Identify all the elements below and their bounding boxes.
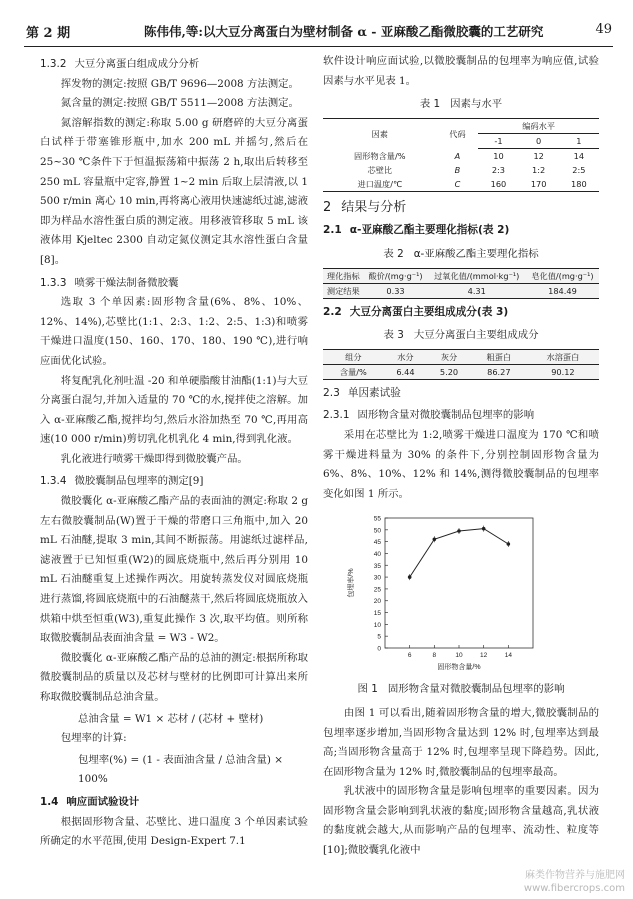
section-2-heading: 2 结果与分析 [323, 199, 407, 215]
formula-encapsulation: 包埋率(%) = (1 - 表面油含量 / 总油含量) × 100% [78, 753, 283, 786]
y-tick-label: 25 [373, 586, 381, 594]
watermark-line: www.fibercrops.com [523, 883, 625, 894]
issue-number: 第 2 期 [26, 26, 71, 41]
x-tick-label: 12 [480, 652, 488, 660]
paragraph-nsi: 氮溶解指数的测定:称取 5.00 g 研磨碎的大豆分离蛋白试样于带塞锥形瓶中,加水 200 mL 并摇匀,然后在 25~30 ℃条件下于恒温振荡箱中振荡 2 h,取出后转移至 250 mL 容量瓶中定容,静置 1~2 min 后取上层清液,以 1 500 r/min 离心 10 min,再将离心液用快速滤纸过滤,滤液即为样品水溶性蛋白质的测定液。用移液管移取 5 mL 该液体用 Kjeltec 2300 自动定氮仪测定其水溶性蛋白含量[8]。 [40, 116, 308, 266]
table-3: 组分 水分 灰分 粗蛋白 水溶蛋白 含量/% 6.44 5.20 86.27 90.12 [323, 349, 599, 380]
table-1-header-level: 编码水平 [478, 118, 599, 133]
paragraph-rate-calc: 包埋率的计算: [60, 732, 127, 745]
table-1-level: 1 [559, 133, 599, 148]
section-2-3-heading: 2.3 单因素试验 [323, 386, 401, 399]
paragraph-surface-oil: 微胶囊化 α-亚麻酸乙酯产品的表面油的测定:称取 2 g 左右微胶囊制品(W)置于干燥的带磨口三角瓶中,加入 20 mL 石油醚,提取 3 min,其间不断振荡。用滤纸过滤样品,滤液置于已知恒重(W2)的圆底烧瓶中,然后再分别用 10 mL 石油醚重复上述操作两次。用旋转蒸发仪对圆底烧瓶进行蒸馏,将圆底烧瓶中的石油醚蒸干,然后将圆底烧瓶放入烘箱中烘至恒重(W3),重复此操作 3 次,取平均值。则所称取微胶囊制品表面油含量 = W3 - W2。 [40, 495, 308, 645]
table-1-header-code: 代码 [437, 118, 479, 148]
x-tick-label: 10 [455, 652, 463, 660]
paragraph-solids: 采用在芯壁比为 1:2,喷雾干燥进口温度为 170 ℃和喷雾干燥进料量为 30% 的条件下,分别控制固形物含量为 6%、8%、10%、12% 和 14%,测得微胶囊制品的包埋率变化如图 1 所示。 [323, 428, 599, 500]
section-2-2-heading: 2.2 大豆分离蛋白主要组成成分(表 3) [323, 305, 509, 318]
paragraph-viscosity: 乳状液中的固形物含量是影响包埋率的重要因素。因为固形物含量会影响到乳状液的黏度;固形物含量越高,乳状液的黏度就会越大,从而影响产品的包埋率、流动性、粒度等[10];微胶囊乳化液中 [323, 785, 599, 857]
paragraph-factors: 选取 3 个单因素:固形物含量(6%、8%、10%、12%、14%),芯壁比(1:1、2:3、1:2、2:5、1:3)和喷雾干燥进口温度(150、160、170、180、190 ℃),进行响应面优化试验。 [40, 296, 308, 367]
page-number: 49 [595, 22, 612, 37]
header-rule [24, 46, 613, 47]
right-column [323, 52, 599, 861]
x-axis-label: 固形物含量/% [437, 664, 481, 672]
running-header [26, 16, 612, 40]
table-3-caption: 表 3 大豆分离蛋白主要组成成分 [383, 329, 539, 342]
table-row: 固形物含量/% A 10 12 14 [354, 150, 585, 161]
series-line [410, 529, 509, 577]
paragraph-rsm-cont: 软件设计响应面试验,以微胶囊制品的包埋率为响应值,试验因素与水平见表 1。 [323, 55, 599, 87]
y-tick-label: 15 [373, 610, 381, 618]
table-2: 理化指标 酸价/(mg·g⁻¹) 过氧化值/(mmol·kg⁻¹) 皂化值/(mg·g⁻¹) 测定结果 0.33 4.31 184.49 [323, 268, 599, 299]
x-tick-label: 8 [432, 652, 437, 660]
paragraph-emulsion: 将复配乳化剂吐温 -20 和单硬脂酸甘油酯(1:1)与大豆分离蛋白混匀,并加入适量的 70 ℃的水,搅拌使之溶解。加入 α-亚麻酸乙酯,搅拌均匀,然后水浴加热至 70 ℃,再用高速(10 000 r/min)剪切乳化机乳化 4 min,得到乳化液。 [40, 374, 308, 446]
y-tick-label: 50 [373, 527, 381, 535]
paragraph-rsm: 根据固形物含量、芯壁比、进口温度 3 个单因素试验所确定的水平范围,使用 Design-Expert 7.1 [40, 815, 308, 848]
running-title: 陈伟伟,等:以大豆分离蛋白为壁材制备 α - 亚麻酸乙酯微胶囊的工艺研究 [144, 24, 544, 39]
y-tick-label: 0 [377, 645, 381, 653]
y-tick-label: 10 [373, 622, 381, 630]
section-1-3-2-heading: 1.3.2 大豆分离蛋白组成成分分析 [40, 58, 200, 70]
y-axis-label: 包埋率/% [348, 568, 355, 598]
y-tick-label: 30 [373, 574, 381, 582]
x-tick-label: 14 [504, 652, 512, 660]
figure-1-caption: 图 1 固形物含量对微胶囊制品包埋率的影响 [357, 683, 565, 696]
y-tick-label: 40 [373, 551, 381, 559]
table-1-level: 0 [519, 133, 559, 148]
paragraph-total-oil: 微胶囊化 α-亚麻酸乙酯产品的总油的测定:根据所称取微胶囊制品的质量以及芯材与壁材的比例即可计算出来所称取微胶囊制品总油含量。 [40, 651, 308, 703]
paragraph-fig-analysis: 由图 1 可以看出,随着固形物含量的增大,微胶囊制品的包埋率逐步增加,当固形物含量达到 12% 时,包埋率达到最高;当固形物含量高于 12% 时,包埋率呈现下降趋势。因此,在固形物含量为 12% 时,微胶囊制品的包埋率最高。 [323, 706, 599, 778]
table-row: 含量/% 6.44 5.20 86.27 90.12 [323, 364, 599, 379]
watermark-line: 麻类作物营养与施肥网 [525, 870, 625, 881]
y-tick-label: 35 [373, 563, 381, 571]
table-1-caption: 表 1 因素与水平 [419, 98, 503, 111]
formula-total-oil: 总油含量 = W1 × 芯材 / (芯材 + 壁材) [78, 712, 264, 725]
table-2-caption: 表 2 α-亚麻酸乙酯主要理化指标 [383, 247, 539, 260]
paragraph-nitrogen: 氮含量的测定:按照 GB/T 5511—2008 方法测定。 [60, 97, 299, 110]
section-1-3-4-heading: 1.3.4 微胶囊制品包埋率的测定[9] [40, 475, 204, 488]
figure-1 [323, 508, 599, 678]
table-1-header-factor: 因素 [323, 118, 437, 148]
table-row: 芯壁比 B 2:3 1:2 2:5 [367, 164, 586, 175]
table-row: 进口温度/℃ C 160 170 180 [323, 177, 599, 192]
paragraph-volatiles: 挥发物的测定:按照 GB/T 9696—2008 方法测定。 [60, 77, 299, 90]
y-tick-label: 5 [377, 633, 381, 641]
table-1 [323, 118, 599, 192]
section-1-4-heading: 1.4 响应面试验设计 [40, 795, 140, 808]
y-tick-label: 55 [373, 515, 381, 523]
section-2-1-heading: 2.1 α-亚麻酸乙酯主要理化指标(表 2) [323, 224, 510, 237]
y-tick-label: 45 [373, 539, 381, 547]
y-tick-label: 20 [373, 598, 381, 606]
paragraph-spray: 乳化液进行喷雾干燥即得到微胶囊产品。 [60, 452, 248, 465]
x-tick-label: 6 [407, 652, 412, 660]
watermark [524, 869, 625, 895]
section-2-3-1-heading: 2.3.1 固形物含量对微胶囊制品包埋率的影响 [323, 409, 535, 422]
line-chart [323, 508, 599, 678]
table-row: 测定结果 0.33 4.31 184.49 [323, 283, 599, 298]
table-1-level: -1 [478, 133, 518, 148]
plot-frame [385, 518, 533, 648]
section-1-3-3-heading: 1.3.3 喷雾干燥法制备微胶囊 [40, 276, 179, 289]
left-column [40, 52, 308, 852]
